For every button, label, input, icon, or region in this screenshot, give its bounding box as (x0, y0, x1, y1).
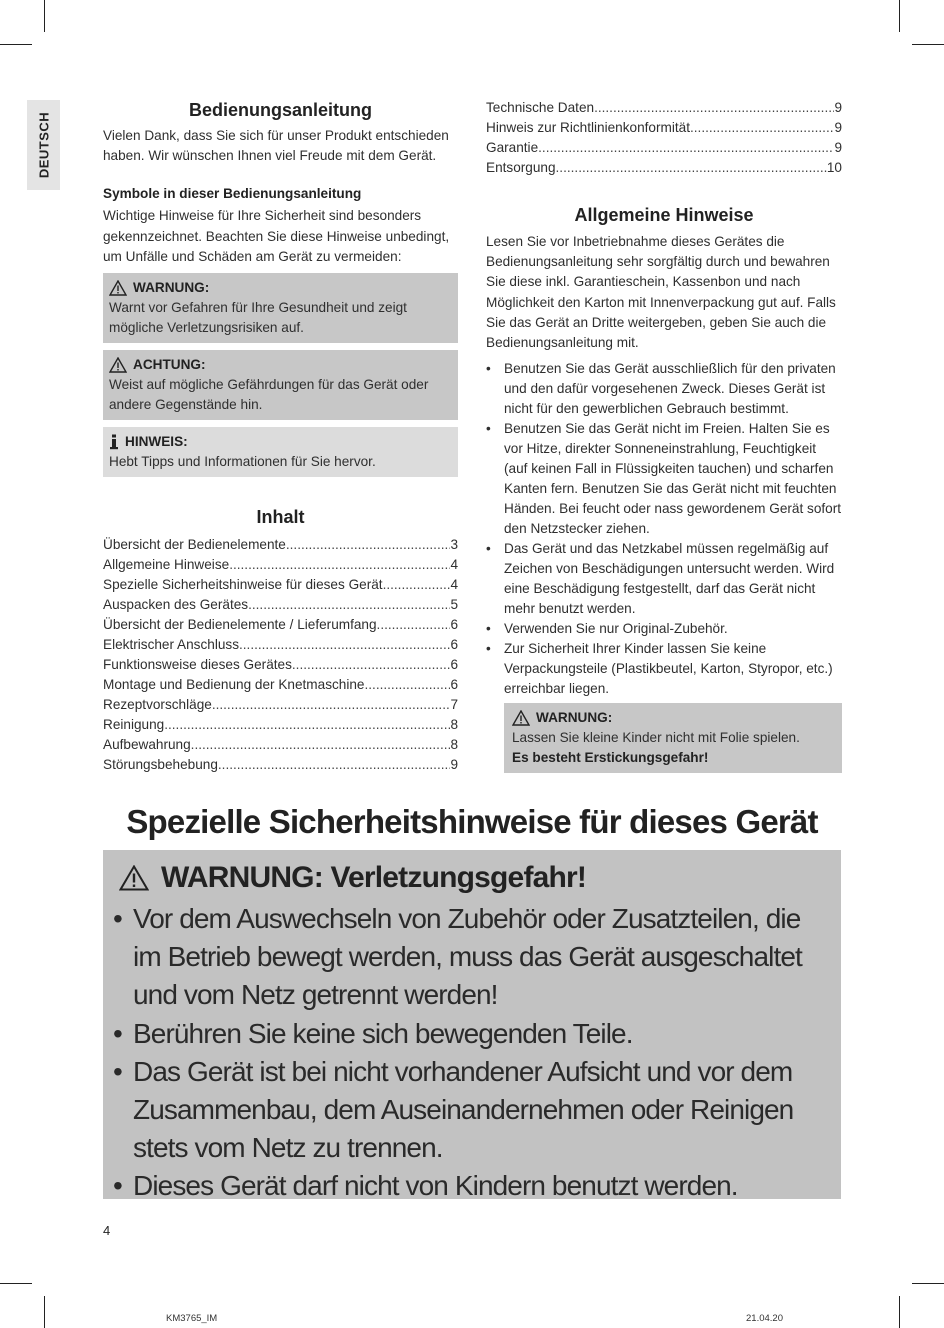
toc-entry-page: 9 (834, 100, 842, 115)
crop-mark (0, 1283, 32, 1284)
toc-leader-dots (164, 715, 450, 735)
caution-title: ACHTUNG: (133, 357, 206, 373)
toc-entry-label: Funktionsweise dieses Gerätes (103, 657, 292, 673)
toc-leader-dots (538, 138, 834, 158)
toc-entry-page: 4 (450, 557, 458, 573)
toc-entry (486, 138, 842, 158)
toc-entry-label: Rezeptvorschläge (103, 697, 212, 713)
general-text: Lesen Sie vor Inbetriebnahme dieses Gerätes die Bedienungsanleitung sehr sorgfältig durch und bewahren Sie diese inkl. Garantieschein, Kassenbon und nach Möglichkeit den Karton mit Innenverpackung gut auf. Falls Sie das Gerät an Dritte weitergeben, geben Sie auch die Bedienungsanleitung mit. (486, 234, 836, 351)
toc-entry (486, 98, 842, 118)
crop-mark (0, 44, 32, 45)
toc-entry-page: 9 (834, 140, 842, 155)
children-warning-box (504, 703, 842, 773)
symbols-heading: Symbole in dieser Bedienungsanleitung (103, 186, 362, 202)
special-safety-title: Spezielle Sicherheitshinweise für dieses Gerät (126, 803, 818, 840)
toc-entry-label: Montage und Bedienung der Knetmaschine (103, 677, 365, 693)
injury-warning-box (103, 850, 841, 1202)
warning-triangle-icon (109, 280, 127, 296)
symbols-text: Wichtige Hinweise für Ihre Sicherheit sind besonders gekennzeichnet. Beachten Sie diese Hinweise unbedingt, um Unfälle und Schäden am Gerät zu vermeiden: (103, 208, 450, 264)
toc-leader-dots (286, 535, 451, 555)
info-icon (109, 434, 119, 450)
toc-entry (103, 615, 458, 635)
warning-triangle-icon (512, 710, 530, 726)
toc-entry-label: Spezielle Sicherheitshinweise für dieses Gerät (103, 577, 383, 593)
toc-leader-dots (594, 98, 834, 118)
toc-entry-page: 10 (826, 160, 842, 175)
toc-leader-dots (383, 575, 451, 595)
toc-entry-page: 6 (450, 637, 458, 653)
warning-text: Warnt vor Gefahren für Ihre Gesundheit und zeigt mögliche Verletzungsrisiken auf. (109, 300, 407, 336)
injury-warning-title: WARNUNG: Verletzungsgefahr! (161, 861, 587, 894)
section-title-general: Allgemeine Hinweise (574, 205, 754, 225)
warning-box (103, 273, 458, 343)
toc-entry-page: 8 (450, 737, 458, 753)
toc-list-continued (486, 98, 842, 178)
toc-list (103, 535, 458, 775)
toc-entry-page: 8 (450, 717, 458, 733)
toc-entry (103, 595, 458, 615)
caution-triangle-icon (109, 357, 127, 373)
toc-entry (103, 535, 458, 555)
toc-leader-dots (212, 695, 451, 715)
footer-date: 21.04.20 (746, 1313, 783, 1324)
language-tab (27, 100, 60, 190)
general-bullet-item: • Zur Sicherheit Ihrer Kinder lassen Sie keine Verpackungsteile (Plastikbeutel, Karton, Styropor, etc.) erreichbar liegen. (486, 639, 842, 699)
left-column (103, 98, 458, 775)
note-title: HINWEIS: (125, 434, 188, 450)
toc-entry-label: Übersicht der Bedienelemente (103, 537, 286, 553)
toc-entry-label: Garantie (486, 140, 539, 155)
toc-leader-dots (191, 735, 451, 755)
toc-entry-page: 6 (450, 657, 458, 673)
caution-box (103, 350, 458, 420)
toc-leader-dots (365, 675, 451, 695)
injury-bullet-item: • Das Gerät ist bei nicht vorhandener Aufsicht und vor dem Zusammenbau, dem Auseinandernehmen oder Reinigen stets vom Netz zu trennen. (113, 1053, 831, 1168)
warning-triangle-icon (119, 865, 149, 891)
toc-entry (103, 715, 458, 735)
language-label: DEUTSCH (36, 111, 51, 179)
warning-title: WARNUNG: (133, 280, 210, 296)
section-title-manual: Bedienungsanleitung (188, 100, 372, 120)
children-warning-text: Lassen Sie kleine Kinder nicht mit Folie spielen. (512, 730, 800, 746)
toc-entry-page: 9 (834, 120, 842, 135)
crop-mark (899, 0, 900, 32)
toc-entry (103, 655, 458, 675)
toc-entry (486, 158, 842, 178)
toc-entry-label: Aufbewahrung (103, 737, 191, 753)
toc-entry (103, 555, 458, 575)
toc-entry-label: Reinigung (103, 717, 165, 733)
right-column (486, 98, 842, 773)
general-bullet-item: • Benutzen Sie das Gerät nicht im Freien. Halten Sie es vor Hitze, direkter Sonneneinstrahlung, Feuchtigkeit (auf keinen Fall in Flüssigkeiten tauchen) und scharfen Kanten fern. Benutzen Sie das Gerät nicht mit feuchten Händen. Bei feucht oder nass gewordenem Gerät sofort den Netzstecker ziehen. (486, 419, 842, 539)
note-text: Hebt Tipps und Informationen für Sie hervor. (109, 454, 376, 470)
toc-leader-dots (248, 595, 450, 615)
toc-leader-dots (556, 158, 827, 178)
toc-entry (103, 755, 458, 775)
toc-entry-label: Entsorgung (486, 160, 556, 175)
toc-entry-page: 9 (450, 757, 458, 773)
crop-mark (44, 0, 45, 32)
crop-mark (899, 1296, 900, 1328)
crop-mark (44, 1296, 45, 1328)
children-warning-title: WARNUNG: (536, 710, 613, 726)
toc-leader-dots (229, 555, 450, 575)
toc-entry-page: 3 (450, 537, 458, 553)
toc-entry (103, 635, 458, 655)
toc-entry (486, 118, 842, 138)
toc-entry-page: 7 (450, 697, 458, 713)
page-number: 4 (103, 1223, 111, 1238)
general-bullet-item: • Verwenden Sie nur Original-Zubehör. (486, 619, 842, 639)
toc-entry-label: Technische Daten (486, 100, 595, 115)
toc-leader-dots (239, 635, 450, 655)
toc-leader-dots (292, 655, 451, 675)
toc-title: Inhalt (256, 507, 305, 528)
toc-entry-page: 5 (450, 597, 458, 613)
crop-mark (912, 1283, 944, 1284)
toc-entry (103, 735, 458, 755)
toc-entry-label: Störungsbehebung (103, 757, 218, 773)
children-warning-bold: Es besteht Erstickungsgefahr! (512, 750, 709, 766)
general-bullet-list (486, 359, 842, 699)
toc-entry (103, 575, 458, 595)
injury-bullet-item: • Dieses Gerät darf nicht von Kindern benutzt werden. (113, 1167, 831, 1205)
toc-entry-label: Auspacken des Gerätes (103, 597, 249, 613)
caution-text: Weist auf mögliche Gefährdungen für das Gerät oder andere Gegenstände hin. (109, 377, 429, 413)
toc-entry-label: Übersicht der Bedienelemente / Lieferumfang (103, 617, 377, 633)
toc-entry-page: 6 (450, 617, 458, 633)
injury-bullet-item: • Berühren Sie keine sich bewegenden Teile. (113, 1015, 831, 1053)
toc-entry-label: Hinweis zur Richtlinienkonformität (486, 120, 690, 135)
general-bullet-item: • Das Gerät und das Netzkabel müssen regelmäßig auf Zeichen von Beschädigungen untersucht werden. Wird eine Beschädigung festgestellt, darf das Gerät nicht mehr benutzt werden. (486, 539, 842, 619)
toc-leader-dots (218, 755, 451, 775)
note-box (103, 427, 458, 477)
intro-text: Vielen Dank, dass Sie sich für unser Produkt entschieden haben. Wir wünschen Ihnen viel Freude mit dem Gerät. (103, 128, 449, 164)
footer-code: KM3765_IM (166, 1313, 218, 1324)
injury-bullet-list (113, 900, 831, 1206)
general-bullet-item: • Benutzen Sie das Gerät ausschließlich für den privaten und den dafür vorgesehenen Zweck. Dieses Gerät ist nicht für den gewerblichen Gebrauch bestimmt. (486, 359, 842, 419)
toc-entry (103, 695, 458, 715)
toc-leader-dots (690, 118, 834, 138)
toc-entry-label: Elektrischer Anschluss (103, 637, 239, 653)
toc-entry-label: Allgemeine Hinweise (103, 557, 230, 573)
toc-entry-page: 6 (450, 677, 458, 693)
toc-entry-page: 4 (450, 577, 458, 593)
toc-leader-dots (377, 615, 451, 635)
crop-mark (912, 44, 944, 45)
injury-bullet-item: • Vor dem Auswechseln von Zubehör oder Zusatzteilen, die im Betrieb bewegt werden, muss das Gerät ausgeschaltet und vom Netz getrennt werden! (113, 900, 831, 1015)
toc-entry (103, 675, 458, 695)
